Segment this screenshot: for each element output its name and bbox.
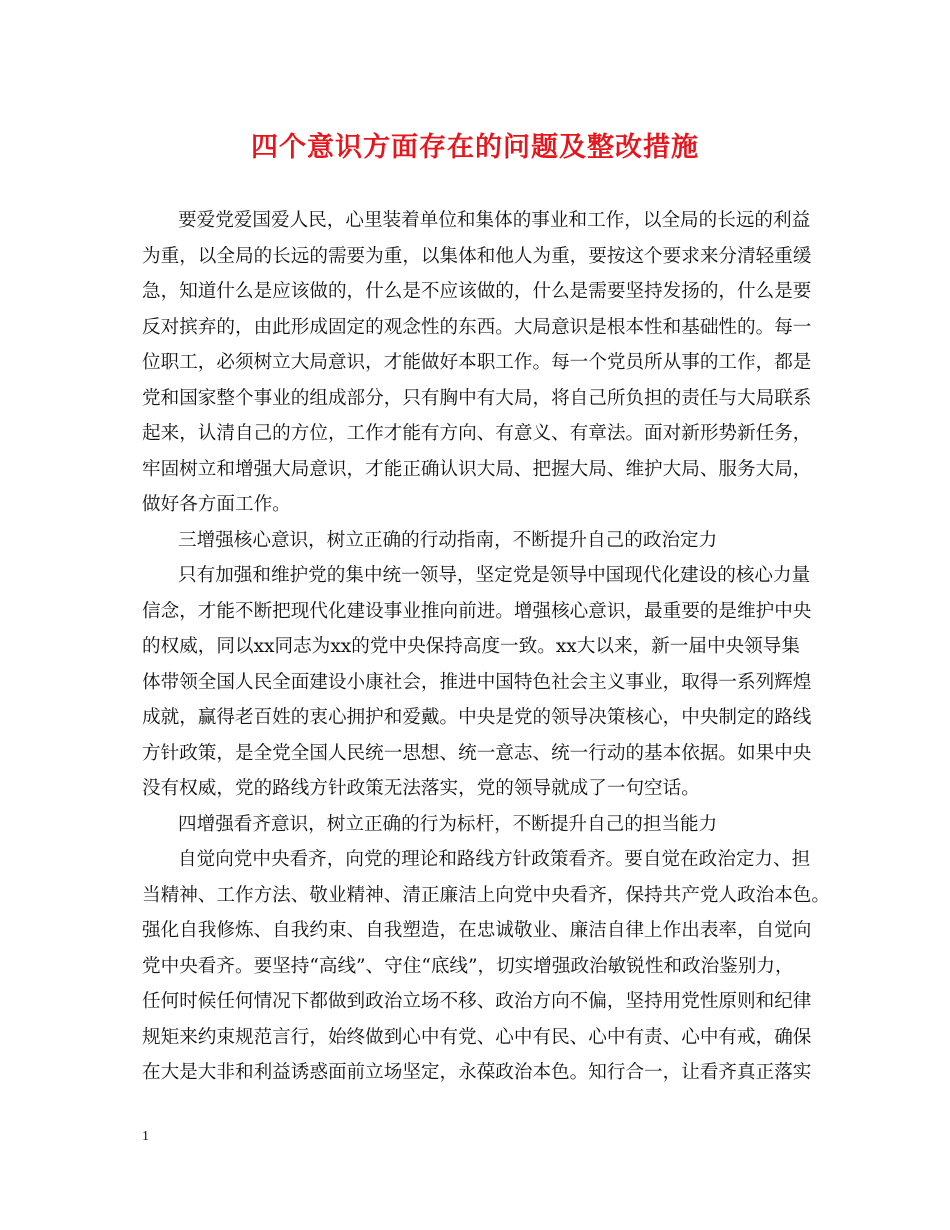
text-line: 自觉向党中央看齐，向党的理论和路线方针政策看齐。要自觉在政治定力、担 [178,849,811,870]
text-line: 的权威，同以xx同志为xx的党中央保持高度一致。xx大以来，新一届中央领导集 [142,636,800,657]
text-line: 成就，赢得老百姓的衷心拥护和爱戴。中央是党的领导决策核心，中央制定的路线 [142,707,812,728]
text-line: 牢固树立和增强大局意识，才能正确认识大局、把握大局、维护大局、服务大局， [142,458,812,480]
text-line: 做好各方面工作。 [142,494,291,515]
text-line: 当精神、工作方法、敬业精神、清正廉洁上向党中央看齐，保持共产党人政治本色。 [142,884,830,906]
text-line: 要爱党爱国爱人民，心里装着单位和集体的事业和工作，以全局的长远的利益 [178,210,811,231]
text-line: 位职工，必须树立大局意识，才能做好本职工作。每一个党员所从事的工作，都是 [142,352,812,373]
text-line: 方针政策，是全党全国人民统一思想、统一意志、统一行动的基本依据。如果中央 [142,742,812,764]
text-line: 规矩来约束规范言行，始终做到心中有党、心中有民、心中有责、心中有戒，确保 [142,1026,812,1048]
text-line: 强化自我修炼、自我约束、自我塑造，在忠诚敬业、廉洁自律上作出表率，自觉向 [142,920,812,941]
text-line: 党中央看齐。要坚持“高线”、守住“底线”，切实增强政治敏锐性和政治鉴别力， [142,955,794,977]
document-body [142,203,830,1091]
text-line: 信念，才能不断把现代化建设事业推向前进。增强核心意识，最重要的是维护中央 [142,600,812,622]
text-line: 没有权威，党的路线方针政策无法落实，党的领导就成了一句空话。 [142,778,700,799]
text-line: 任何时候任何情况下都做到政治立场不移、政治方向不偏，坚持用党性原则和纪律 [142,991,812,1012]
text-line: 体带领全国人民全面建设小康社会，推进中国特色社会主义事业，取得一系列辉煌 [142,671,812,693]
page-number: 1 [142,1129,149,1144]
text-line: 急，知道什么是应该做的，什么是不应该做的，什么是需要坚持发扬的，什么是要 [142,281,812,302]
text-line: 在大是大非和利益诱惑面前立场坚定，永葆政治本色。知行合一，让看齐真正落实 [142,1062,812,1083]
text-line: 三增强核心意识，树立正确的行动指南，不断提升自己的政治定力 [178,529,718,551]
text-line: 反对摈弃的，由此形成固定的观念性的东西。大局意识是根本性和基础性的。每一 [142,316,812,338]
text-line: 党和国家整个事业的组成部分，只有胸中有大局，将自己所负担的责任与大局联系 [142,387,812,409]
text-line: 四增强看齐意识，树立正确的行为标杆，不断提升自己的担当能力 [178,813,718,835]
text-line: 为重，以全局的长远的需要为重，以集体和他人为重，要按这个要求来分清轻重缓 [142,245,812,267]
text-line: 起来，认清自己的方位，工作才能有方向、有意义、有章法。面对新形势新任务， [142,423,812,444]
document-title: 四个意识方面存在的问题及整改措施 [251,132,699,163]
text-line: 只有加强和维护党的集中统一领导，坚定党是领导中国现代化建设的核心力量 [178,565,811,586]
